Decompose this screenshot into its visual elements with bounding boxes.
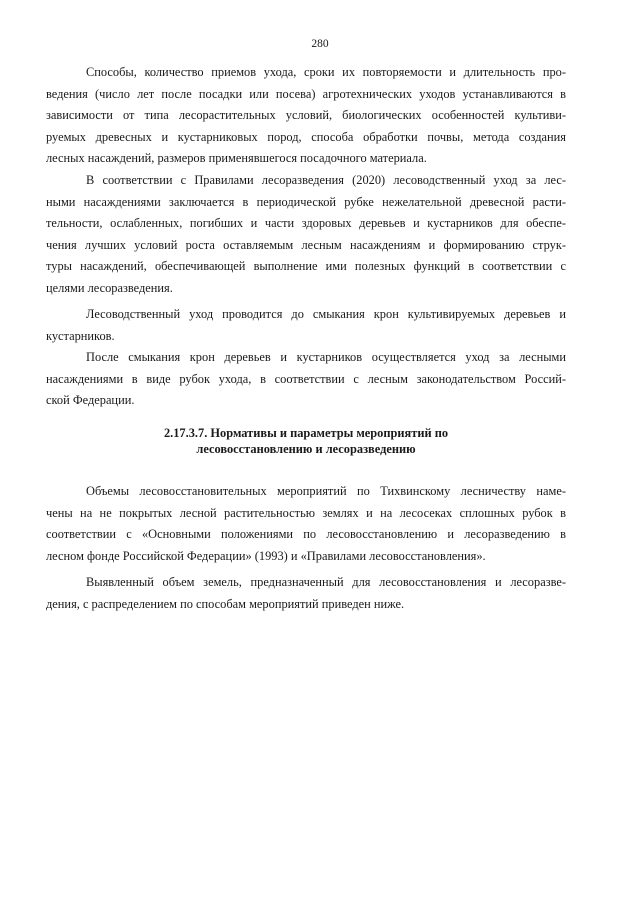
section-heading-line: 2.17.3.7. Нормативы и параметры мероприятий по <box>163 426 449 440</box>
paragraph-line: зависимости от типа лесорастительных условий, биологических особенностей культиви- <box>46 108 566 122</box>
paragraph-thinning <box>46 347 566 412</box>
page-number: 280 <box>311 38 329 50</box>
paragraph-line: туры насаждений, обеспечивающей выполнение ими полезных функций в соответствии с <box>46 259 566 273</box>
paragraph-line: чения лучших условий роста оставляемым лесным насаждениям и формированию струк- <box>46 237 566 252</box>
paragraph-line: ведения (число лет после посадки или посева) агротехнических уходов устанавливаются в <box>46 86 566 101</box>
paragraph-land-distribution <box>46 572 566 615</box>
paragraph-line: В соответствии с Правилами лесоразведения (2020) лесоводственный уход за лес- <box>86 173 566 187</box>
paragraph-line: Объемы лесовосстановительных мероприятий по Тихвинскому лесничеству наме- <box>86 484 566 498</box>
paragraph-line: соответствии с «Основными положениями по лесовосстановлению и лесоразведению в <box>46 527 566 541</box>
paragraph-line: чены на не покрытых лесной растительностью землях и на лесосеках сплошных рубок в <box>46 505 566 520</box>
paragraph-line: ской Федерации. <box>46 393 135 407</box>
paragraph-line: Выявленный объем земель, предназначенный для лесовосстановления и лесоразве- <box>86 575 566 589</box>
paragraph-agrotechnical-care <box>46 62 566 170</box>
paragraph-reforestation-volumes <box>46 481 566 567</box>
paragraph-line: кустарников. <box>46 328 115 343</box>
paragraph-canopy-closure <box>46 304 566 347</box>
section-heading-line: лесовосстановлению и лесоразведению <box>196 442 416 456</box>
paragraph-line: Лесоводственный уход проводится до смыкания крон культивируемых деревьев и <box>86 307 566 321</box>
paragraph-line: Способы, количество приемов ухода, сроки их повторяемости и длительность про- <box>86 65 566 79</box>
section-heading <box>46 425 566 457</box>
paragraph-line: ными насаждениями заключается в периодической рубке нежелательной древесной расти- <box>46 194 566 209</box>
paragraph-line: лесном фонде Российской Федерации» (1993) и «Правилами лесовосстановления». <box>46 548 486 563</box>
paragraph-line: лесных насаждений, размеров применявшегося посадочного материала. <box>46 151 427 165</box>
paragraph-line: насаждениями в виде рубок ухода, в соответствии с лесным законодательством Россий- <box>46 371 566 386</box>
paragraph-line: тельности, ослабленных, погибших и части здоровых деревьев и кустарников для обеспе- <box>46 216 566 230</box>
paragraph-line: целями лесоразведения. <box>46 280 173 295</box>
paragraph-line: После смыкания крон деревьев и кустарников осуществляется уход за лесными <box>86 350 566 364</box>
paragraph-silvicultural-care <box>46 170 566 299</box>
paragraph-line: руемых древесных и кустарниковых пород, способа обработки почвы, метода создания <box>46 129 566 144</box>
paragraph-line: дения, с распределением по способам мероприятий приведен ниже. <box>46 596 405 611</box>
